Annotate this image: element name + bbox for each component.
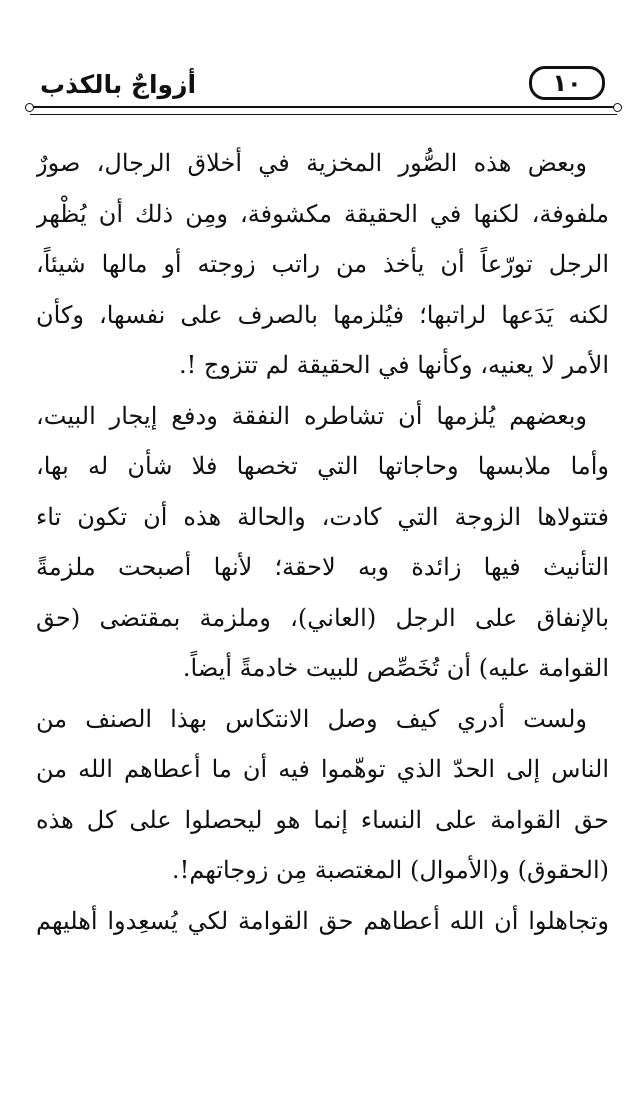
text-line: وبعضهم يُلزمها أن تشاطره النفقة ودفع إيجار البيت، — [36, 401, 587, 430]
text-line: وأما ملابسها وحاجاتها التي تخصها فلا شأن له بها، — [36, 452, 609, 480]
divider-end-ornament — [25, 103, 34, 112]
text-line: بالإنفاق على الرجل (العاني)، وملزمة بمقتضى (حق — [36, 603, 609, 632]
text-line: (الحقوق) و(الأموال) المغتصبة مِن زوجاتهم!. — [172, 856, 609, 884]
text-line: الأمر لا يعنيه، وكأنها في الحقيقة لم تتزوج !. — [178, 351, 609, 379]
body-text — [36, 138, 609, 946]
text-line: ولست أدري كيف وصل الانتكاس بهذا الصنف من — [36, 704, 587, 733]
text-line: التأنيث فيها زائدة وبه لاحقة؛ لأنها أصبحت ملزمةً — [36, 553, 609, 581]
text-line: وبعض هذه الصُّور المخزية في أخلاق الرجال، صورٌ — [36, 149, 587, 177]
running-title: أزواجٌ بالكذب — [40, 70, 197, 99]
text-line: حق القوامة على النساء إنما هو ليحصلوا على كل هذه — [36, 805, 609, 834]
divider-end-ornament — [613, 103, 622, 112]
header-divider — [30, 106, 617, 115]
page-number: ١٠ — [529, 66, 605, 100]
text-line: لكنه يَدَعها لراتبها؛ فيُلزمها بالصرف على نفسها، وكأن — [36, 300, 609, 329]
page-header — [30, 64, 617, 108]
text-line: الرجل تورّعاً أن يأخذ من راتب زوجته أو مالها شيئاً، — [36, 250, 609, 278]
text-line: وتجاهلوا أن الله أعطاهم حق القوامة لكي يُسعِدوا أهليهم — [36, 906, 609, 935]
text-line: فتتولاها الزوجة التي كادت، والحالة هذه أن تكون تاء — [36, 502, 609, 531]
text-line: الناس إلى الحدّ الذي توهّموا فيه أن ما أعطاهم الله من — [36, 755, 609, 783]
text-line: القوامة عليه) أن تُخَصِّص للبيت خادمةً أيضاً. — [182, 654, 609, 682]
text-line: ملفوفة، لكنها في الحقيقة مكشوفة، ومِن ذلك أن يُظْهر — [36, 199, 609, 228]
